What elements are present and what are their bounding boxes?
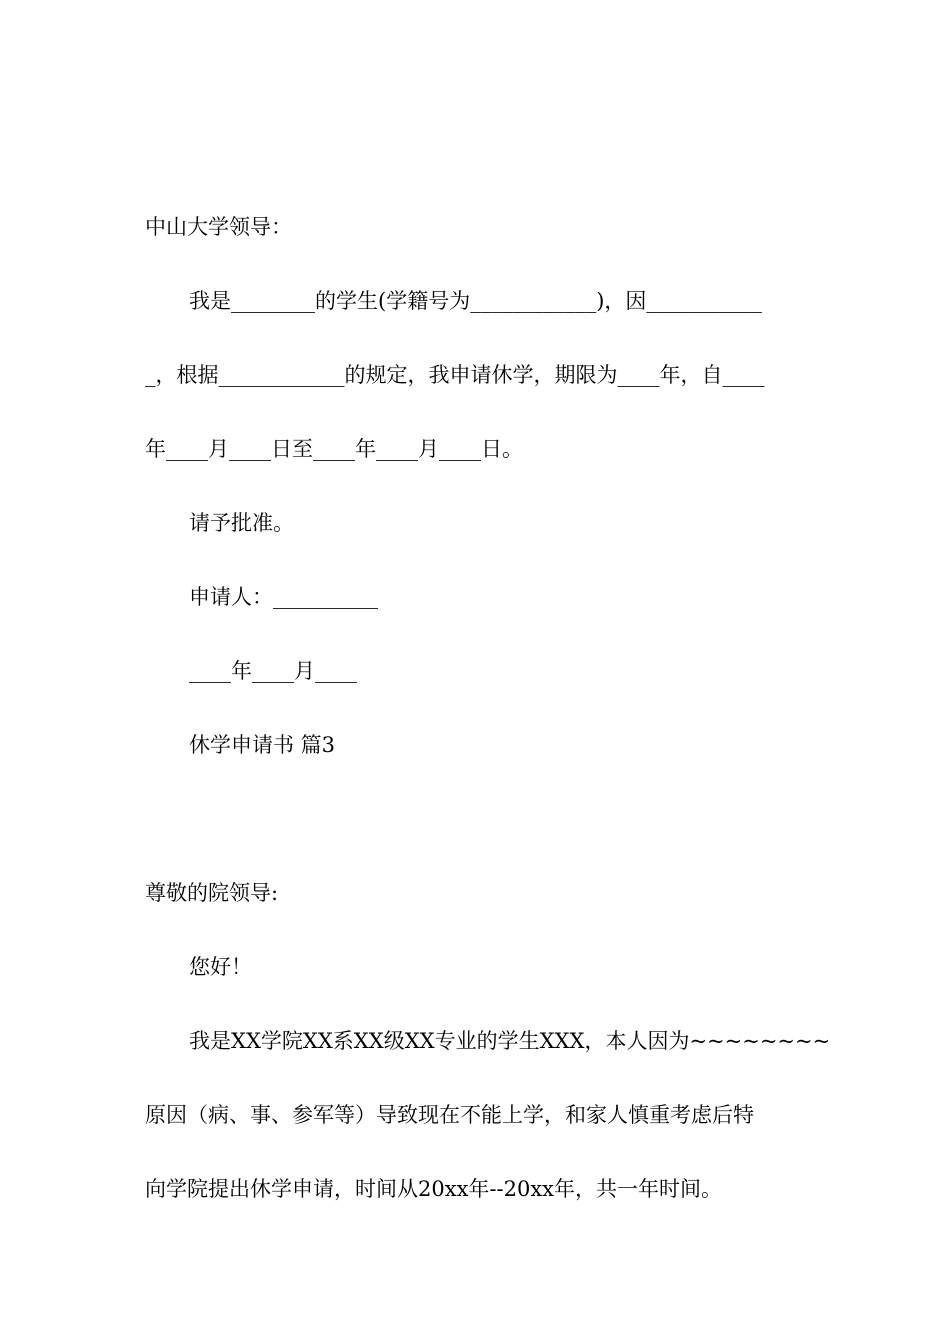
section-heading: 休学申请书 篇3 xyxy=(189,733,336,757)
greeting: 您好！ xyxy=(189,955,252,979)
application-body-line-2: _，根据____________的规定，我申请休学，期限为____年，自____ xyxy=(145,363,765,387)
salutation-university: 中山大学领导： xyxy=(145,215,292,239)
letter-body-line-3: 向学院提出休学申请，时间从20xx年--20xx年，共一年时间。 xyxy=(145,1177,723,1201)
salutation-college: 尊敬的院领导: xyxy=(145,881,279,905)
application-body-line-1: 我是________的学生(学籍号为____________)，因___________ xyxy=(189,289,762,313)
letter-body-line-2: 原因（病、事、参军等）导致现在不能上学，和家人慎重考虑后特 xyxy=(145,1103,754,1127)
letter-body-line-1: 我是XX学院XX系XX级XX专业的学生XXX，本人因为~~~~~~~~ xyxy=(189,1029,831,1053)
application-body-line-3: 年____月____日至____年____月____日。 xyxy=(145,437,523,461)
date-line: ____年____月____ xyxy=(189,659,357,683)
applicant-signature-line: 申请人：__________ xyxy=(189,585,378,609)
request-approval: 请予批准。 xyxy=(189,511,294,535)
